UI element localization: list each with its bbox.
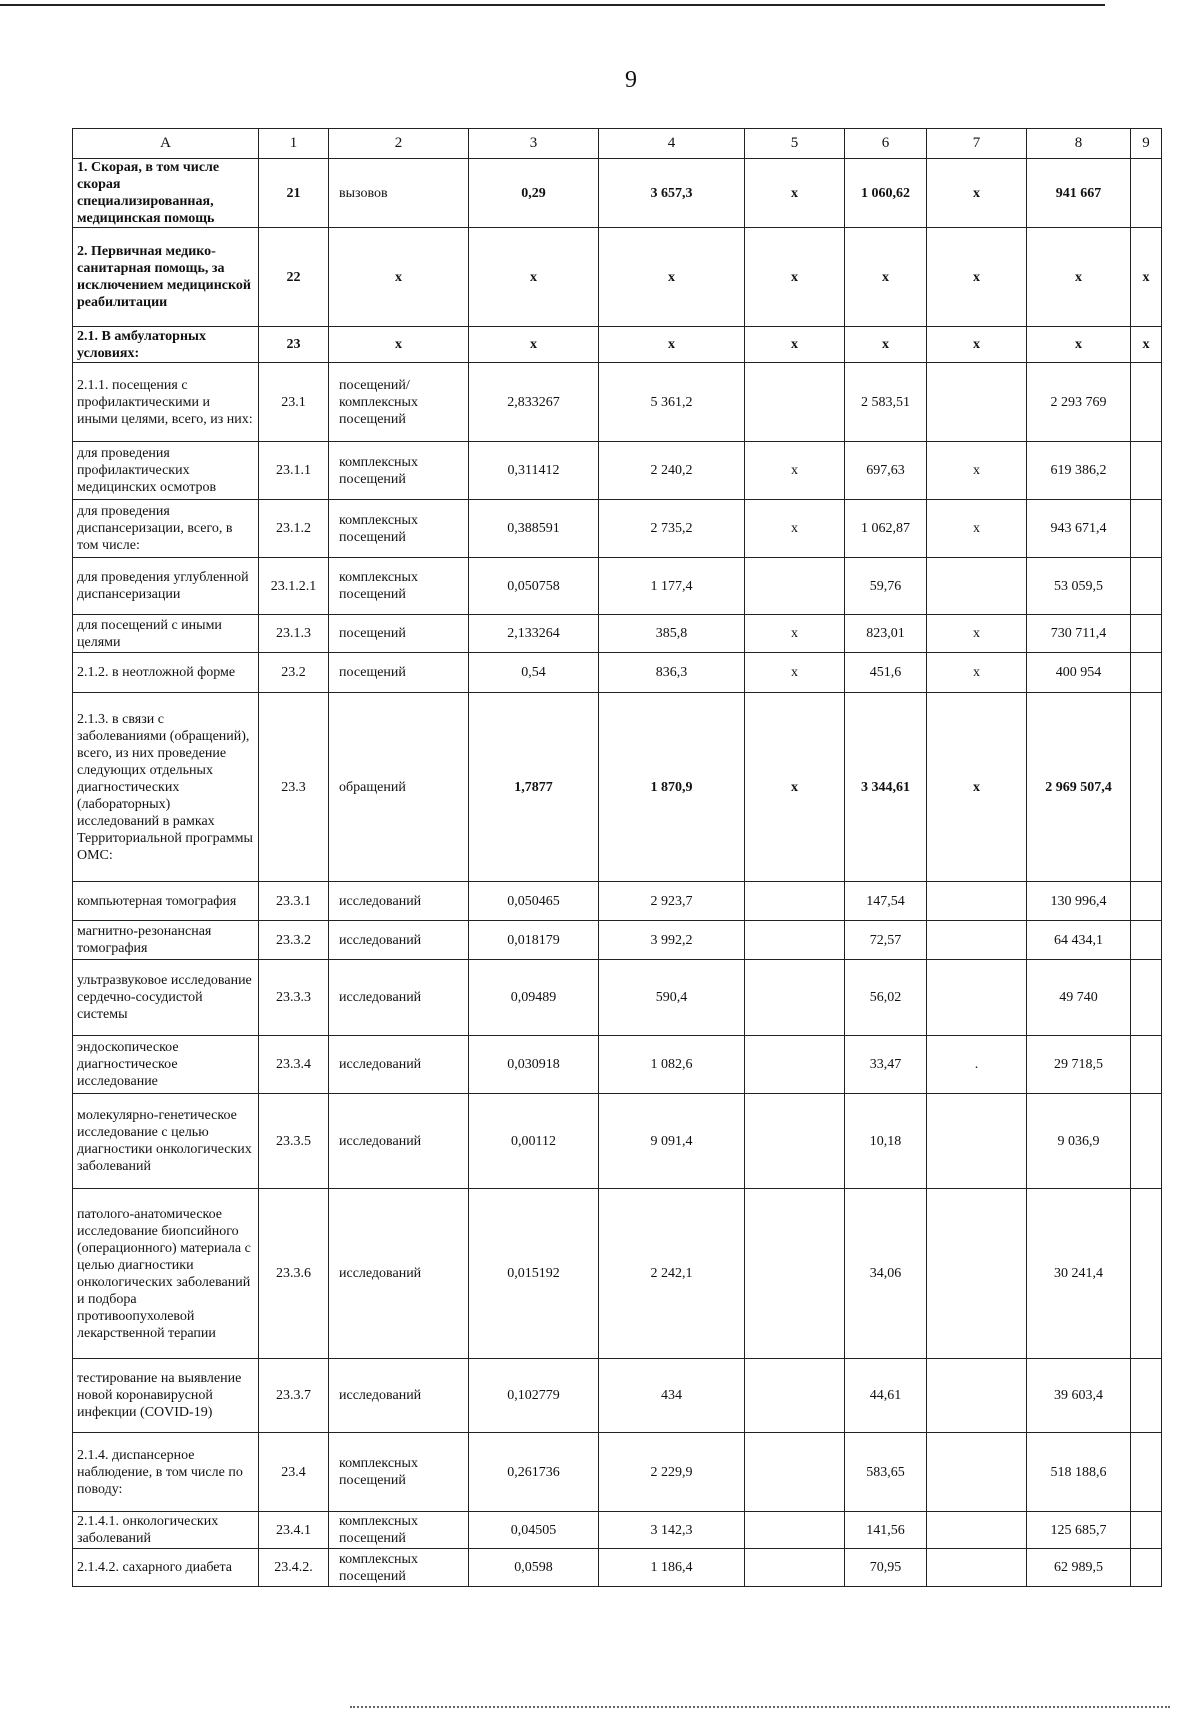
cell-col3: 0,29 xyxy=(469,159,599,228)
row-unit: х xyxy=(329,228,469,327)
cell-col8: 943 671,4 xyxy=(1027,500,1131,558)
cell-col7: х xyxy=(927,159,1027,228)
cell-col4: 590,4 xyxy=(599,960,745,1036)
cell-col6: 1 060,62 xyxy=(845,159,927,228)
cell-col6: 34,06 xyxy=(845,1189,927,1359)
cell-col3: 0,102779 xyxy=(469,1359,599,1433)
cell-col6: 44,61 xyxy=(845,1359,927,1433)
page-number: 9 xyxy=(625,67,637,93)
cell-col3: 0,015192 xyxy=(469,1189,599,1359)
row-code: 23.3.1 xyxy=(259,882,329,921)
cell-col7 xyxy=(927,1549,1027,1587)
cell-col6: 70,95 xyxy=(845,1549,927,1587)
cell-col4: 3 657,3 xyxy=(599,159,745,228)
cell-col3: х xyxy=(469,327,599,363)
row-code: 23.4.2. xyxy=(259,1549,329,1587)
cell-col8: х xyxy=(1027,327,1131,363)
cell-col5 xyxy=(745,921,845,960)
table-row xyxy=(73,1549,1162,1587)
cell-col4: 1 870,9 xyxy=(599,693,745,882)
cell-col6: 583,65 xyxy=(845,1433,927,1512)
row-unit: посещений xyxy=(329,653,469,693)
row-code: 21 xyxy=(259,159,329,228)
table-row xyxy=(73,882,1162,921)
row-code: 23.1.2.1 xyxy=(259,558,329,615)
row-unit: исследований xyxy=(329,1094,469,1189)
cell-col4: 385,8 xyxy=(599,615,745,653)
column-header: 8 xyxy=(1027,129,1131,159)
cell-col5: х xyxy=(745,653,845,693)
cell-col4: 1 186,4 xyxy=(599,1549,745,1587)
cell-col5 xyxy=(745,363,845,442)
cell-col6: 2 583,51 xyxy=(845,363,927,442)
data-table xyxy=(72,128,1162,1587)
row-code: 23.3.5 xyxy=(259,1094,329,1189)
cell-col9 xyxy=(1131,1433,1162,1512)
row-unit: обращений xyxy=(329,693,469,882)
cell-col8: х xyxy=(1027,228,1131,327)
cell-col9 xyxy=(1131,1189,1162,1359)
top-rule xyxy=(0,4,1105,6)
row-code: 23.3.3 xyxy=(259,960,329,1036)
row-code: 23.4.1 xyxy=(259,1512,329,1549)
cell-col6: 3 344,61 xyxy=(845,693,927,882)
cell-col5 xyxy=(745,1036,845,1094)
table-row xyxy=(73,228,1162,327)
cell-col3: 0,050758 xyxy=(469,558,599,615)
table-row xyxy=(73,1512,1162,1549)
row-unit: комплексных посещений xyxy=(329,558,469,615)
column-header: 4 xyxy=(599,129,745,159)
cell-col5: х xyxy=(745,615,845,653)
row-name: компьютерная томография xyxy=(73,882,259,921)
row-code: 23.3.4 xyxy=(259,1036,329,1094)
cell-col7 xyxy=(927,960,1027,1036)
cell-col7 xyxy=(927,1189,1027,1359)
cell-col9: х xyxy=(1131,228,1162,327)
cell-col7: х xyxy=(927,653,1027,693)
cell-col5: х xyxy=(745,442,845,500)
cell-col4: 434 xyxy=(599,1359,745,1433)
cell-col8: 125 685,7 xyxy=(1027,1512,1131,1549)
column-header: 6 xyxy=(845,129,927,159)
cell-col5 xyxy=(745,882,845,921)
cell-col3: 0,388591 xyxy=(469,500,599,558)
row-unit: исследований xyxy=(329,921,469,960)
cell-col7: х xyxy=(927,228,1027,327)
table-row xyxy=(73,1359,1162,1433)
cell-col3: 1,7877 xyxy=(469,693,599,882)
cell-col4: 9 091,4 xyxy=(599,1094,745,1189)
cell-col3: х xyxy=(469,228,599,327)
row-code: 23.3.7 xyxy=(259,1359,329,1433)
row-code: 23.3.2 xyxy=(259,921,329,960)
row-code: 23.1.1 xyxy=(259,442,329,500)
table-row xyxy=(73,1433,1162,1512)
row-name: ультразвуковое исследование сердечно-сосудистой системы xyxy=(73,960,259,1036)
table-row xyxy=(73,159,1162,228)
row-code: 22 xyxy=(259,228,329,327)
table-row xyxy=(73,500,1162,558)
cell-col7: . xyxy=(927,1036,1027,1094)
cell-col6: 141,56 xyxy=(845,1512,927,1549)
table-row xyxy=(73,960,1162,1036)
cell-col6: 451,6 xyxy=(845,653,927,693)
cell-col3: 0,261736 xyxy=(469,1433,599,1512)
row-name: 2.1.2. в неотложной форме xyxy=(73,653,259,693)
row-name: 2.1.1. посещения с профилактическими и иными целями, всего, из них: xyxy=(73,363,259,442)
cell-col7: х xyxy=(927,615,1027,653)
cell-col9 xyxy=(1131,693,1162,882)
row-unit: исследований xyxy=(329,1189,469,1359)
cell-col6: х xyxy=(845,228,927,327)
column-header: 9 xyxy=(1131,129,1162,159)
cell-col5: х xyxy=(745,327,845,363)
row-unit: посещений xyxy=(329,615,469,653)
cell-col8: 39 603,4 xyxy=(1027,1359,1131,1433)
row-name: для проведения углубленной диспансеризации xyxy=(73,558,259,615)
row-unit: исследований xyxy=(329,1359,469,1433)
cell-col3: 0,311412 xyxy=(469,442,599,500)
row-code: 23.1.3 xyxy=(259,615,329,653)
row-code: 23.1.2 xyxy=(259,500,329,558)
cell-col4: 1 082,6 xyxy=(599,1036,745,1094)
cell-col8: 400 954 xyxy=(1027,653,1131,693)
cell-col9 xyxy=(1131,921,1162,960)
row-name: эндоскопическое диагностическое исследование xyxy=(73,1036,259,1094)
cell-col8: 2 293 769 xyxy=(1027,363,1131,442)
cell-col7 xyxy=(927,1433,1027,1512)
cell-col8: 64 434,1 xyxy=(1027,921,1131,960)
cell-col5 xyxy=(745,960,845,1036)
cell-col8: 730 711,4 xyxy=(1027,615,1131,653)
cell-col8: 30 241,4 xyxy=(1027,1189,1131,1359)
cell-col7 xyxy=(927,1512,1027,1549)
table-row xyxy=(73,363,1162,442)
row-unit: исследований xyxy=(329,882,469,921)
row-unit: комплексных посещений xyxy=(329,442,469,500)
cell-col6: 72,57 xyxy=(845,921,927,960)
cell-col3: 2,133264 xyxy=(469,615,599,653)
cell-col4: 2 735,2 xyxy=(599,500,745,558)
cell-col6: х xyxy=(845,327,927,363)
cell-col4: х xyxy=(599,327,745,363)
cell-col3: 0,00112 xyxy=(469,1094,599,1189)
row-unit: комплексных посещений xyxy=(329,1433,469,1512)
cell-col5 xyxy=(745,1189,845,1359)
cell-col9 xyxy=(1131,653,1162,693)
row-name: 2.1. В амбулаторных условиях: xyxy=(73,327,259,363)
row-name: для проведения диспансеризации, всего, в том числе: xyxy=(73,500,259,558)
column-header: А xyxy=(73,129,259,159)
cell-col8: 49 740 xyxy=(1027,960,1131,1036)
cell-col6: 33,47 xyxy=(845,1036,927,1094)
cell-col7: х xyxy=(927,442,1027,500)
cell-col7 xyxy=(927,882,1027,921)
table-row xyxy=(73,1094,1162,1189)
cell-col4: 5 361,2 xyxy=(599,363,745,442)
table-row xyxy=(73,558,1162,615)
cell-col9 xyxy=(1131,960,1162,1036)
cell-col9: х xyxy=(1131,327,1162,363)
cell-col8: 29 718,5 xyxy=(1027,1036,1131,1094)
row-code: 23.4 xyxy=(259,1433,329,1512)
cell-col9 xyxy=(1131,615,1162,653)
row-unit: исследований xyxy=(329,1036,469,1094)
table-row xyxy=(73,653,1162,693)
cell-col8: 941 667 xyxy=(1027,159,1131,228)
cell-col8: 518 188,6 xyxy=(1027,1433,1131,1512)
cell-col3: 0,018179 xyxy=(469,921,599,960)
cell-col5 xyxy=(745,1512,845,1549)
cell-col8: 130 996,4 xyxy=(1027,882,1131,921)
header-row xyxy=(73,129,1162,159)
row-name: 2.1.4.1. онкологических заболеваний xyxy=(73,1512,259,1549)
table-row xyxy=(73,442,1162,500)
cell-col6: 697,63 xyxy=(845,442,927,500)
row-name: 2.1.4. диспансерное наблюдение, в том числе по поводу: xyxy=(73,1433,259,1512)
cell-col3: 0,030918 xyxy=(469,1036,599,1094)
cell-col7 xyxy=(927,1359,1027,1433)
cell-col7: х xyxy=(927,693,1027,882)
cell-col4: 3 992,2 xyxy=(599,921,745,960)
row-code: 23.2 xyxy=(259,653,329,693)
cell-col9 xyxy=(1131,882,1162,921)
cell-col9 xyxy=(1131,442,1162,500)
cell-col7 xyxy=(927,1094,1027,1189)
cell-col4: 2 229,9 xyxy=(599,1433,745,1512)
row-name: магнитно-резонансная томография xyxy=(73,921,259,960)
cell-col8: 619 386,2 xyxy=(1027,442,1131,500)
cell-col5: х xyxy=(745,500,845,558)
cell-col3: 0,0598 xyxy=(469,1549,599,1587)
cell-col7 xyxy=(927,558,1027,615)
column-header: 1 xyxy=(259,129,329,159)
row-name: 1. Скорая, в том числе скорая специализированная, медицинская помощь xyxy=(73,159,259,228)
cell-col4: 1 177,4 xyxy=(599,558,745,615)
cell-col3: 2,833267 xyxy=(469,363,599,442)
row-code: 23 xyxy=(259,327,329,363)
cell-col6: 10,18 xyxy=(845,1094,927,1189)
cell-col3: 0,04505 xyxy=(469,1512,599,1549)
cell-col4: 2 240,2 xyxy=(599,442,745,500)
table-row xyxy=(73,921,1162,960)
row-name: 2.1.4.2. сахарного диабета xyxy=(73,1549,259,1587)
row-unit: комплексных посещений xyxy=(329,500,469,558)
cell-col7 xyxy=(927,921,1027,960)
cell-col4: х xyxy=(599,228,745,327)
row-unit: комплексных посещений xyxy=(329,1512,469,1549)
cell-col4: 2 242,1 xyxy=(599,1189,745,1359)
cell-col9 xyxy=(1131,1549,1162,1587)
cell-col8: 62 989,5 xyxy=(1027,1549,1131,1587)
cell-col7: х xyxy=(927,327,1027,363)
row-name: молекулярно-генетическое исследование с целью диагностики онкологических заболеваний xyxy=(73,1094,259,1189)
table-row xyxy=(73,1036,1162,1094)
row-unit: посещений/ комплексных посещений xyxy=(329,363,469,442)
cell-col7 xyxy=(927,363,1027,442)
cell-col5 xyxy=(745,1359,845,1433)
column-header: 7 xyxy=(927,129,1027,159)
cell-col5 xyxy=(745,558,845,615)
row-name: 2.1.3. в связи с заболеваниями (обращений), всего, из них проведение следующих отдельных диагностических (лабораторных) исследований в рамках Территориальной программы ОМС: xyxy=(73,693,259,882)
cell-col4: 2 923,7 xyxy=(599,882,745,921)
cell-col5: х xyxy=(745,228,845,327)
cell-col9 xyxy=(1131,159,1162,228)
cell-col6: 59,76 xyxy=(845,558,927,615)
row-code: 23.3.6 xyxy=(259,1189,329,1359)
cell-col4: 3 142,3 xyxy=(599,1512,745,1549)
row-name: для посещений с иными целями xyxy=(73,615,259,653)
cell-col6: 147,54 xyxy=(845,882,927,921)
cell-col4: 836,3 xyxy=(599,653,745,693)
row-name: тестирование на выявление новой коронавирусной инфекции (COVID-19) xyxy=(73,1359,259,1433)
row-unit: вызовов xyxy=(329,159,469,228)
cell-col9 xyxy=(1131,1036,1162,1094)
cell-col3: 0,050465 xyxy=(469,882,599,921)
row-code: 23.3 xyxy=(259,693,329,882)
table-row xyxy=(73,693,1162,882)
table-row xyxy=(73,615,1162,653)
row-unit: комплексных посещений xyxy=(329,1549,469,1587)
cell-col6: 823,01 xyxy=(845,615,927,653)
cell-col5 xyxy=(745,1433,845,1512)
cell-col3: 0,09489 xyxy=(469,960,599,1036)
cell-col9 xyxy=(1131,500,1162,558)
cell-col9 xyxy=(1131,363,1162,442)
table-row xyxy=(73,327,1162,363)
cell-col5: х xyxy=(745,159,845,228)
cell-col9 xyxy=(1131,558,1162,615)
cell-col6: 56,02 xyxy=(845,960,927,1036)
row-name: 2. Первичная медико-санитарная помощь, за исключением медицинской реабилитации xyxy=(73,228,259,327)
cell-col5 xyxy=(745,1549,845,1587)
cell-col8: 9 036,9 xyxy=(1027,1094,1131,1189)
cell-col3: 0,54 xyxy=(469,653,599,693)
cell-col9 xyxy=(1131,1094,1162,1189)
cell-col5: х xyxy=(745,693,845,882)
cell-col9 xyxy=(1131,1512,1162,1549)
cell-col5 xyxy=(745,1094,845,1189)
cell-col6: 1 062,87 xyxy=(845,500,927,558)
cell-col8: 53 059,5 xyxy=(1027,558,1131,615)
cell-col8: 2 969 507,4 xyxy=(1027,693,1131,882)
column-header: 5 xyxy=(745,129,845,159)
row-name: патолого-анатомическое исследование биопсийного (операционного) материала с целью диагностики онкологических заболеваний и подбора противоопухолевой лекарственной терапии xyxy=(73,1189,259,1359)
row-name: для проведения профилактических медицинских осмотров xyxy=(73,442,259,500)
cell-col9 xyxy=(1131,1359,1162,1433)
row-unit: х xyxy=(329,327,469,363)
row-code: 23.1 xyxy=(259,363,329,442)
cell-col7: х xyxy=(927,500,1027,558)
column-header: 2 xyxy=(329,129,469,159)
table-row xyxy=(73,1189,1162,1359)
column-header: 3 xyxy=(469,129,599,159)
row-unit: исследований xyxy=(329,960,469,1036)
bottom-scan-marks xyxy=(350,1706,1170,1712)
